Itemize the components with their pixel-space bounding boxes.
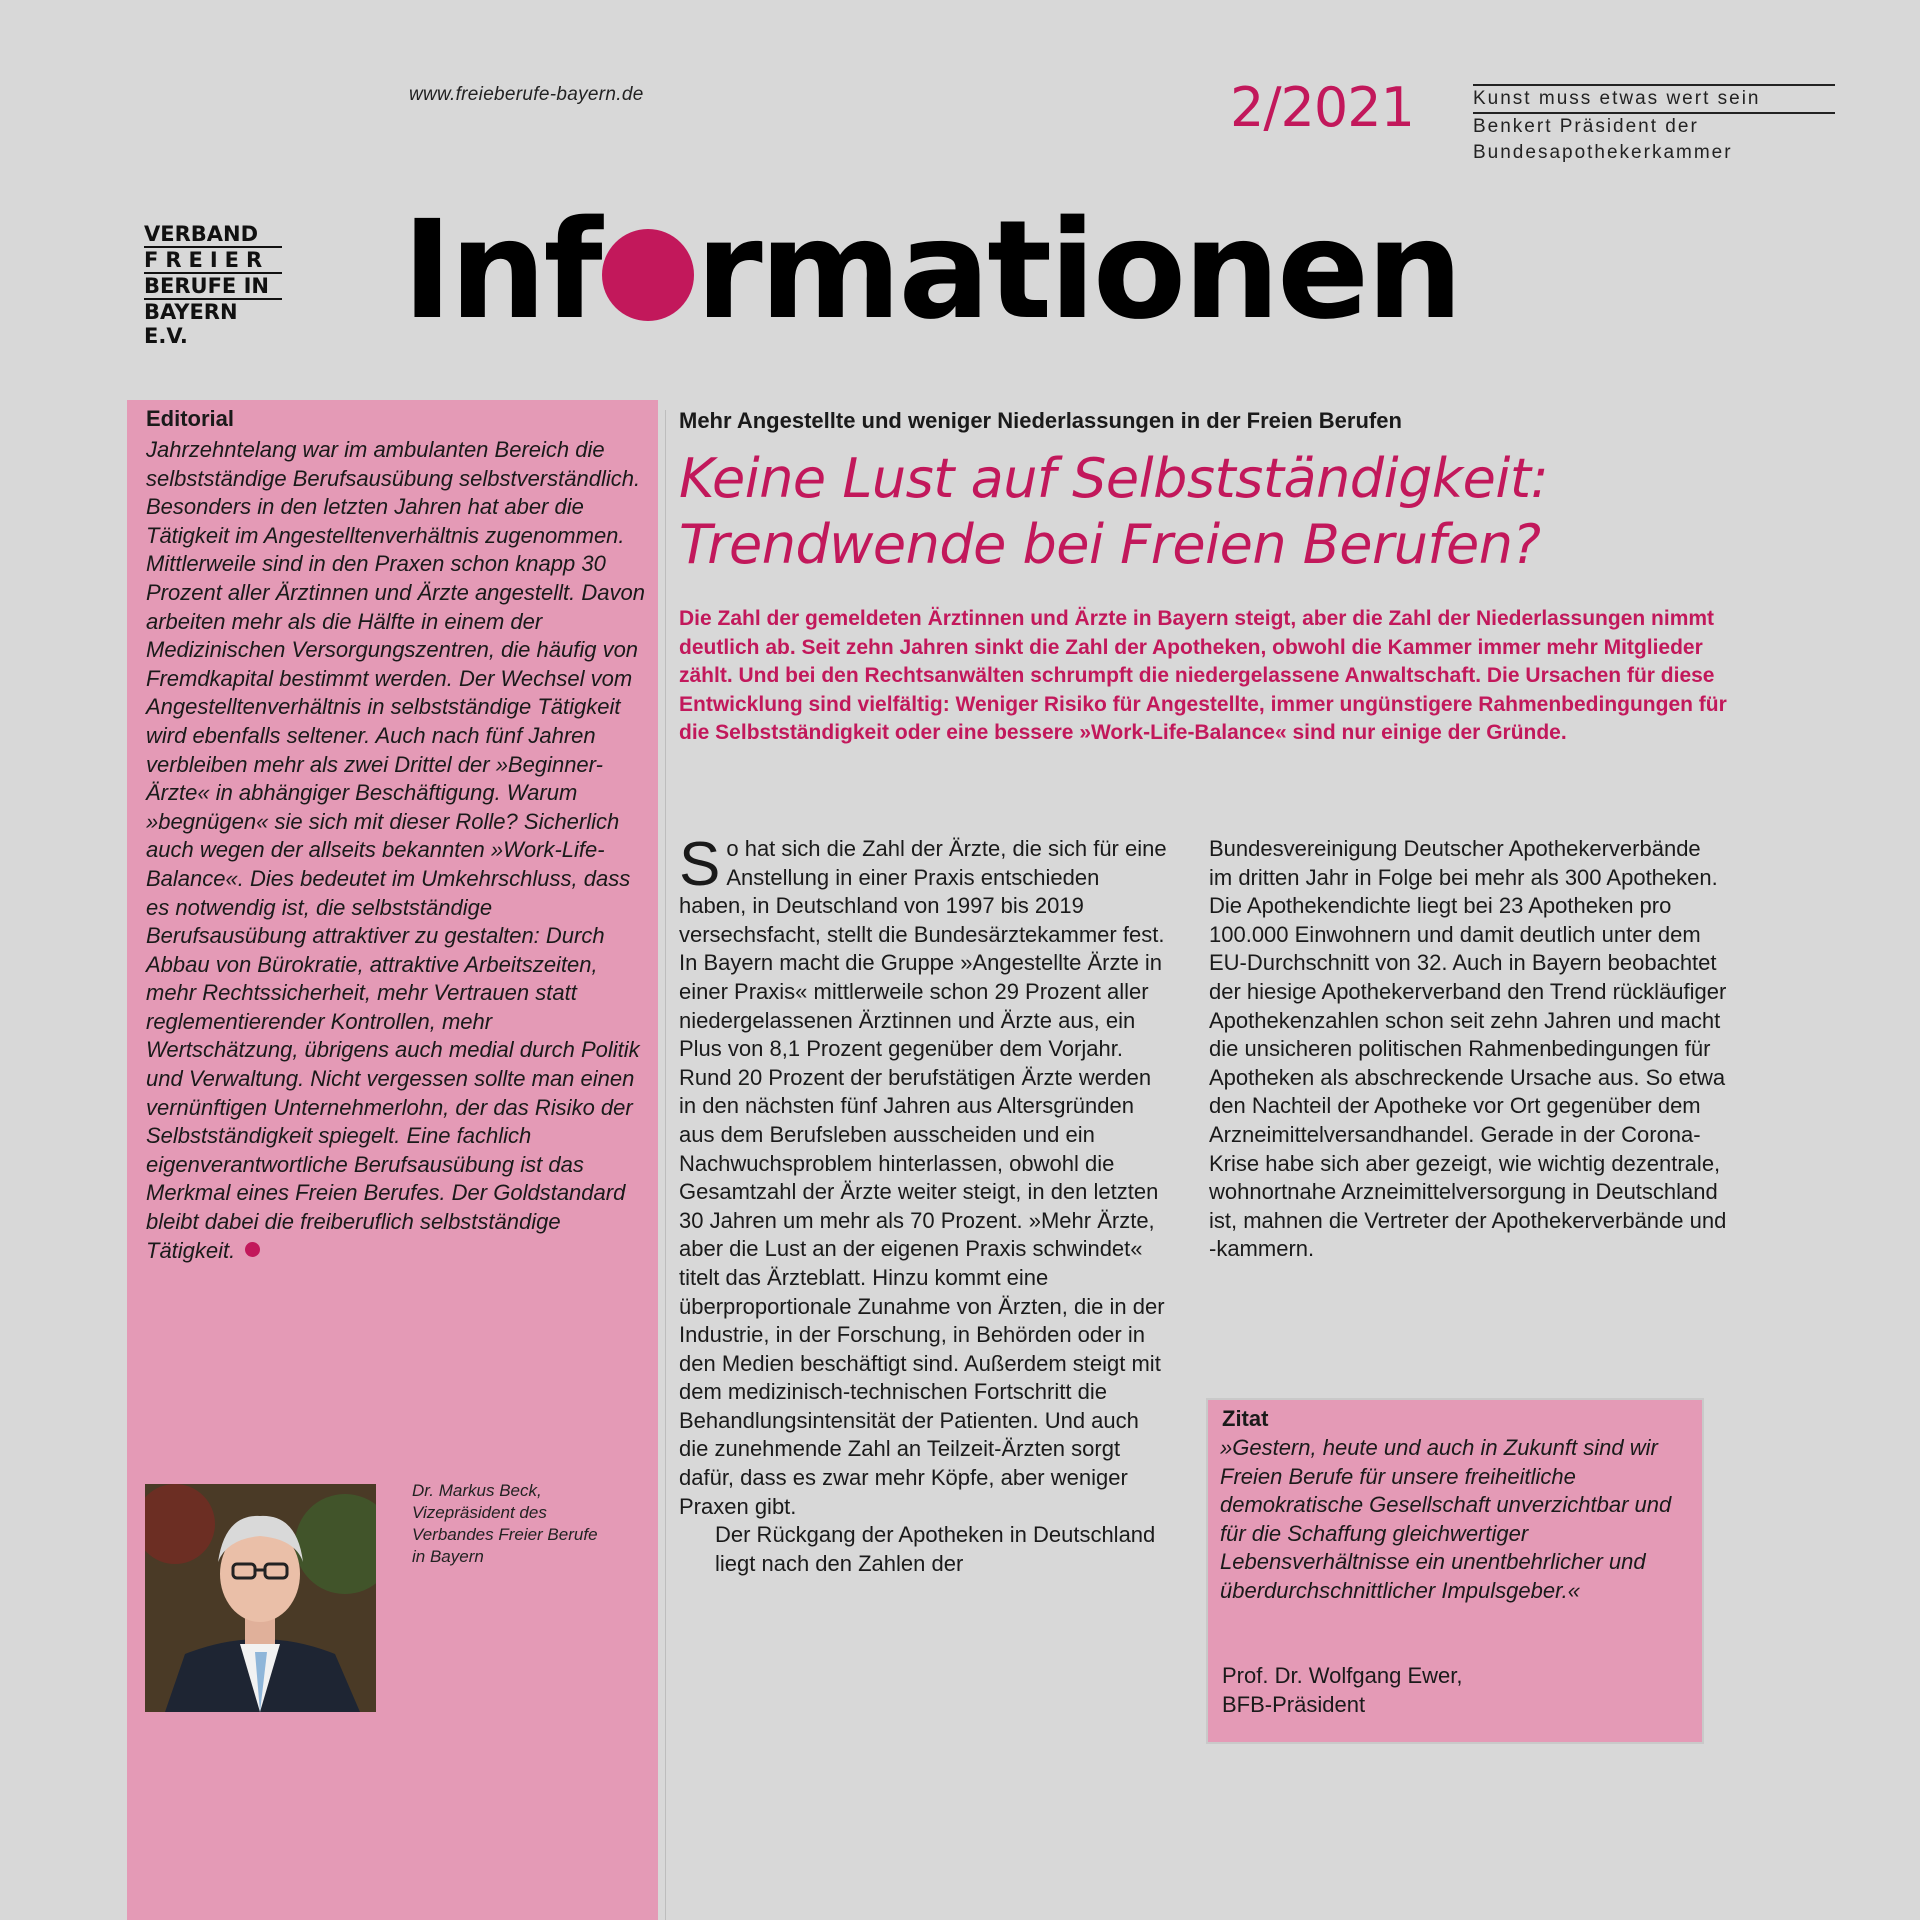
editorial-body (146, 436, 646, 1265)
portrait-caption: Dr. Markus Beck, Vizepräsident des Verbandes Freier Berufe in Bayern (412, 1481, 598, 1566)
article-lead: Die Zahl der gemeldeten Ärztinnen und Ärzte in Bayern steigt, aber die Zahl der Niederlassungen nimmt deutlich ab. Seit zehn Jahren sinkt die Zahl der Apotheken, obwohl die Kammer immer mehr Mitglieder zählt. Und bei den Rechtsanwälten schrumpft die niedergelassene Anwaltschaft. Die Ursachen für diese Entwicklung sind vielfältig: Weniger Risiko für Angestellte, immer ungünstigere Rahmenbedingungen für die Selbstständigkeit oder eine bessere »Work-Life-Balance« sind nur einige der Gründe. (679, 607, 1727, 745)
toc-item: Benkert Präsident der (1473, 116, 1699, 137)
author-portrait (145, 1484, 376, 1712)
quote-author (1222, 1662, 1682, 1719)
toc-item: Kunst muss etwas wert sein (1473, 86, 1835, 114)
issue-number: 2/2021 (1230, 76, 1414, 139)
article-headline: Keine Lust auf Selbstständigkeit: Trendwende bei Freien Berufen? (679, 447, 1549, 576)
logo-line: FREIER (144, 248, 282, 274)
quote-text: »Gestern, heute und auch in Zukunft sind wir Freien Berufe für unsere freiheitliche demokratische Gesellschaft unverzichtbar und für die Schaffung gleichwertiger Lebensverhältnisse ein unentbehrlicher und überdurchschnittlicher Impulsgeber.« (1220, 1435, 1672, 1603)
association-logo (144, 222, 282, 348)
article-paragraph (679, 830, 1169, 1521)
article-column-1 (679, 830, 1169, 1578)
masthead-part: rmationen (695, 192, 1461, 350)
paragraph-text: o hat sich die Zahl der Ärzte, die sich für eine Anstellung in einer Praxis entschieden haben, in Deutschland von 1997 bis 2019 versechsfacht, stellt die Bundesärztekammer fest. In Bayern macht die Gruppe »Angestellte Ärzte in einer Praxis« mittlerweile schon 29 Prozent aller niedergelassenen Ärztinnen und Ärzte aus, ein Plus von 8,1 Prozent gegenüber dem Vorjahr. Rund 20 Prozent der berufstätigen Ärzte werden in den nächsten fünf Jahren aus Altersgründen aus dem Berufsleben ausscheiden und ein Nachwuchsproblem hinterlassen, obwohl die Gesamtzahl der Ärzte weiter steigt, in den letzten 30 Jahren um mehr als 70 Prozent. »Mehr Ärzte, aber die Lust an der eigenen Praxis schwindet« titelt das Ärzteblatt. Hinzu kommt eine überproportionale Zunahme von Ärzten, die in der Industrie, in der Forschung, in Behörden oder in den Medien beschäftigt sind. Außerdem steigt mit dem medizinisch-technischen Fortschritt die Behandlungsintensität der Patienten. Und auch die zunehmende Zahl an Teilzeit-Ärzten sorgt dafür, dass es zwar mehr Köpfe, aber weniger Praxen gibt. (679, 836, 1167, 1519)
quote-author-role: BFB-Präsident (1222, 1691, 1366, 1717)
editorial-text: Jahrzehntelang war im ambulanten Bereich die selbstständige Berufsausübung selbstverständlich. Besonders in den letzten Jahren hat aber die Tätigkeit im Angestelltenverhältnis zugenommen. Mittlerweile sind in den Praxen schon knapp 30 Prozent aller Ärztinnen und Ärzte angestellt. Davon arbeiten mehr als die Hälfte in einem der Medizinischen Versorgungszentren, die häufig von Fremdkapital bestimmt werden. Der Wechsel vom Angestelltenverhältnis in selbstständige Tätigkeit wird ebenfalls seltener. Auch nach fünf Jahren verbleiben mehr als zwei Drittel der »Beginner-Ärzte« in abhängiger Beschäftigung. Warum »begnügen« sie sich mit dieser Rolle? Sicherlich auch wegen der allseits bekannten »Work-Life-Balance«. Dies bedeutet im Umkehrschluss, dass es notwendig ist, die selbstständige Berufsausübung attraktiver zu gestalten: Durch Abbau von Bürokratie, attraktive Arbeitszeiten, mehr Rechtssicherheit, mehr Vertrauen statt reglementierender Kontrollen, mehr Wertschätzung, übrigens auch medial durch Politik und Verwaltung. Nicht vergessen sollte man einen vernünftigen Unternehmerlohn, der das Risiko der Selbstständigkeit spiegelt. Eine fachlich eigenverantwortliche Berufsausübung ist das Merkmal eines Freien Berufes. Der Goldstandard bleibt dabei die freiberuflich selbstständige Tätigkeit. (146, 437, 645, 1263)
end-mark-icon (245, 1242, 260, 1257)
quote-heading: Zitat (1222, 1406, 1269, 1431)
masthead-title (402, 192, 1461, 350)
logo-line: VERBAND (144, 222, 282, 248)
portrait-illustration (145, 1484, 376, 1712)
article-paragraph: Bundesvereinigung Deutscher Apothekerverbände im dritten Jahr in Folge bei mehr als 300 Apotheken. Die Apothekendichte liegt bei 23 Apotheken pro 100.000 Einwohnern und damit deutlich unter dem EU-Durchschnitt von 32. Auch in Bayern beobachtet der hiesige Apothekerverband den Trend rückläufiger Apothekenzahlen schon seit zehn Jahren und macht die unsicheren politischen Rahmenbedingungen für Apotheken als abschreckende Ursache aus. So etwa den Nachteil der Apotheke vor Ort gegenüber dem Arzneimittelversandhandel. Gerade in der Corona-Krise habe sich aber gezeigt, wie wichtig dezentrale, wohnortnahe Arzneimittelversorgung in Deutschland ist, mahnen die Vertreter der Apothekerverbände und -kammern. (1209, 836, 1727, 1262)
article-column-2 (1209, 835, 1729, 1264)
editorial-heading: Editorial (146, 406, 235, 431)
quote-author-name: Prof. Dr. Wolfgang Ewer, (1222, 1663, 1463, 1688)
column-divider (665, 410, 666, 1920)
masthead-part: Inf (402, 192, 600, 350)
drop-cap: S (679, 830, 721, 899)
toc-item: Bundesapothekerkammer (1473, 142, 1733, 163)
logo-line: BERUFE IN (144, 274, 282, 300)
website-url: www.freieberufe-bayern.de (409, 84, 644, 105)
table-of-contents (1473, 84, 1835, 166)
logo-line: BAYERN E.V. (144, 300, 238, 348)
masthead-dot-icon (602, 229, 694, 321)
article-kicker: Mehr Angestellte und weniger Niederlassungen in der Freien Berufen (679, 408, 1402, 433)
article-paragraph: Der Rückgang der Apotheken in Deutschland liegt nach den Zahlen der (715, 1522, 1156, 1576)
